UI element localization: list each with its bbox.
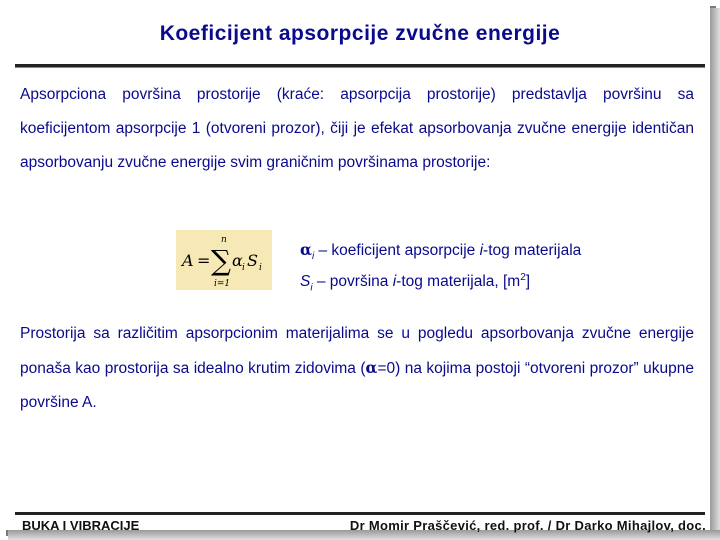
paragraph2-text-1: Prostorija sa različitim apsorpcionim materijalima se u pogledu apsorbovanja zvučne energije ponaša kao prostorija sa idealno krutim zidovima ( [20,325,694,377]
definition-alpha [300,240,581,262]
area-index: i [310,282,313,294]
footer-course: BUKA I VIBRACIJE [22,518,140,533]
paragraph-open-window [20,317,694,420]
formula-upper-limit: n [221,235,227,245]
area-def-italic: i [392,273,397,291]
formula-box [176,230,272,290]
formula-sum [176,230,272,290]
formula-s-index: i [259,263,262,273]
alpha-def-italic: i [479,242,484,259]
footer-divider [15,512,705,515]
sigma-icon: ∑ [211,244,231,277]
area-symbol: S [300,273,311,291]
formula-s: S [247,251,258,270]
slide-title: Koeficijent apsorpcije zvučne energije [159,22,561,45]
formula-alpha-index: i [242,263,245,273]
area-unit-superscript: 2 [520,272,526,283]
area-def-text-2: -tog materijala, [m [396,273,521,291]
formula-alpha: α [232,251,243,270]
definition-area [300,272,530,293]
area-def-closing: ] [525,273,531,291]
area-def-text-1: – površina [312,273,393,291]
formula-lower-limit: i=1 [214,279,231,289]
paragraph2-alpha: α [365,358,378,377]
formula-lhs: A [182,251,194,270]
paragraph2-text-2: =0) na kojima postoji “otvoreni prozor” ukupne površine A. [20,360,694,411]
footer-authors: Dr Momir Praščević, red. prof. / Dr Darko Mihajlov, doc. [349,518,706,533]
alpha-symbol: α [300,240,312,259]
slide-shadow-right [710,8,720,540]
alpha-index: i [311,251,315,263]
formula-equals: = [197,251,211,270]
paragraph-absorption-area: Apsorpciona površina prostorije (kraće: apsorpcija prostorije) predstavlja površinu sa koeficijentom apsorpcije 1 (otvoreni prozor), čiji je efekat apsorbovanja zvučne energije identičan apsorbovanju zvučne energije svim graničnim površinama prostorije: [20,86,694,171]
alpha-def-text-2: -tog materijala [483,242,582,259]
alpha-def-text-1: – koeficijent apsorpcije [314,242,480,259]
title-divider [15,64,705,68]
